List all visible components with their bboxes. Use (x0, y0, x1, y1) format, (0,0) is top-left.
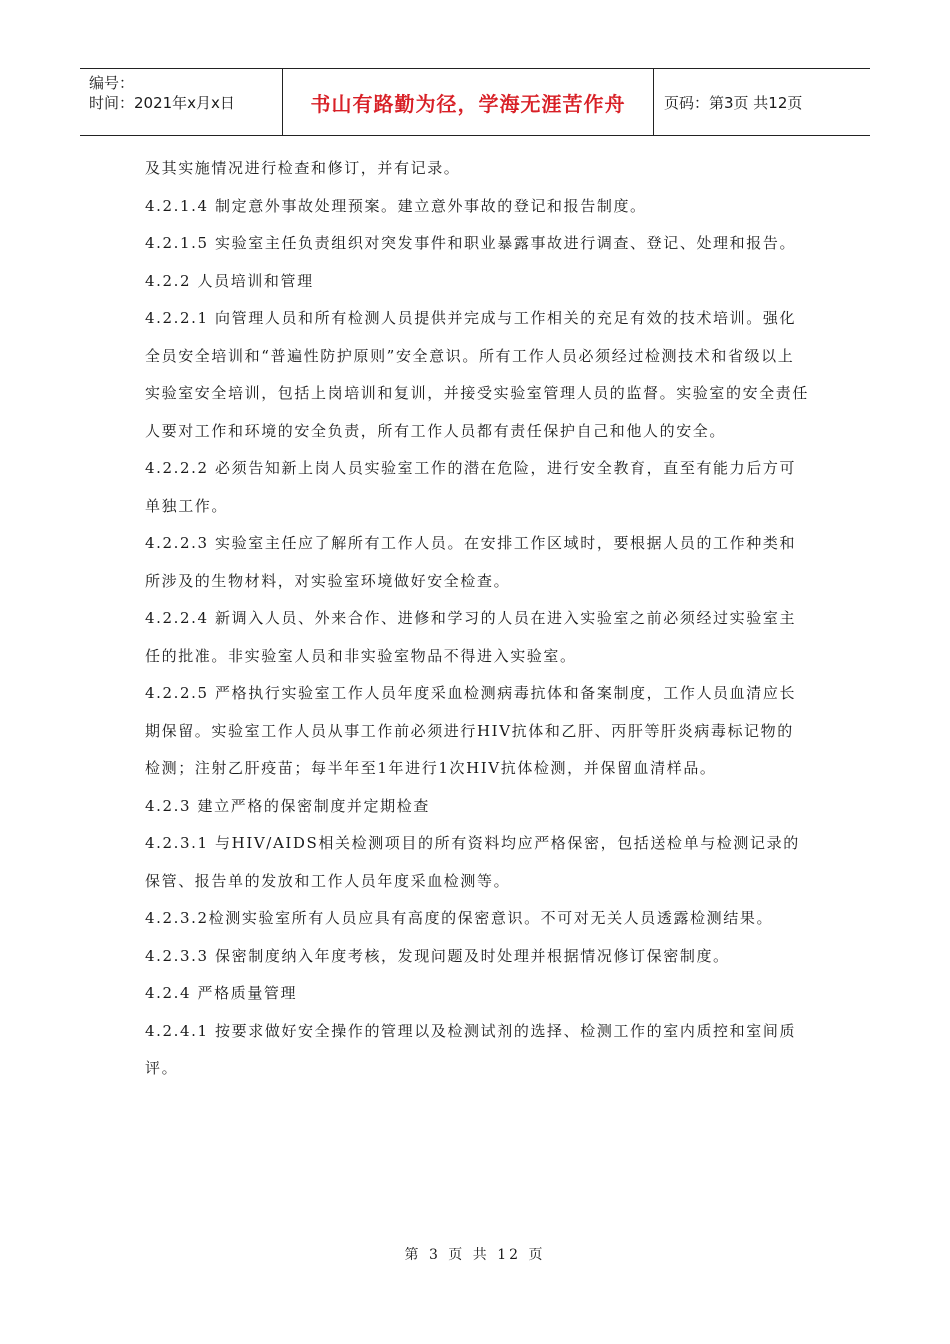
header-meta (80, 69, 282, 135)
paragraph: 4.2.4.1 按要求做好安全操作的管理以及检测试剂的选择、检测工作的室内质控和室间质评。 (145, 1021, 797, 1077)
page-footer: 第 3 页 共 12 页 (404, 1247, 546, 1263)
paragraph: 4.2.1.5 实验室主任负责组织对突发事件和职业暴露事故进行调查、登记、处理和报告。 (145, 234, 797, 252)
section-heading: 4.2.2 人员培训和管理 (145, 271, 314, 290)
paragraph: 4.2.2.1 向管理人员和所有检测人员提供并完成与工作相关的充足有效的技术培训。强化全员安全培训和“普遍性防护原则”安全意识。所有工作人员必须经过检测技术和省级以上实验室安全培训，包括上岗培训和复训，并接受实验室管理人员的监督。实验室的安全责任人要对工作和环境的安全负责，所有工作人员都有责任保护自己和他人的安全。 (145, 309, 810, 440)
paragraph: 4.2.3.1 与HIV/AIDS相关检测项目的所有资料均应严格保密，包括送检单与检测记录的保管、报告单的发放和工作人员年度采血检测等。 (145, 834, 800, 890)
section-heading: 4.2.3 建立严格的保密制度并定期检查 (145, 796, 430, 815)
header-page-info: 页码：第3页 共12页 (664, 93, 803, 112)
date-label: 时间：2021年x月x日 (89, 94, 235, 112)
paragraph: 4.2.2.5 严格执行实验室工作人员年度采血检测病毒抗体和备案制度，工作人员血清应长期保留。实验室工作人员从事工作前必须进行HIV抗体和乙肝、丙肝等肝炎病毒标记物的检测；注射乙肝疫苗；每半年至1年进行1次HIV抗体检测，并保留血清样品。 (145, 684, 797, 777)
serial-label: 编号： (89, 74, 135, 92)
paragraph: 4.2.2.3 实验室主任应了解所有工作人员。在安排工作区域时，要根据人员的工作种类和所涉及的生物材料，对实验室环境做好安全检查。 (145, 534, 797, 590)
header-motto: 书山有路勤为径，学海无涯苦作舟 (310, 91, 626, 116)
section-heading: 4.2.4 严格质量管理 (145, 984, 298, 1002)
header-motto-cell (282, 69, 654, 135)
paragraph: 4.2.2.2 必须告知新上岗人员实验室工作的潜在危险，进行安全教育，直至有能力后方可单独工作。 (145, 459, 797, 515)
document-body (145, 150, 810, 1088)
paragraph: 4.2.3.3 保密制度纳入年度考核，发现问题及时处理并根据情况修订保密制度。 (145, 946, 730, 965)
paragraph: 4.2.3.2检测实验室所有人员应具有高度的保密意识。不可对无关人员透露检测结果。 (145, 909, 774, 927)
paragraph: 4.2.2.4 新调入人员、外来合作、进修和学习的人员在进入实验室之前必须经过实验室主任的批准。非实验室人员和非实验室物品不得进入实验室。 (145, 609, 797, 665)
page-header (80, 68, 870, 136)
paragraph: 及其实施情况进行检查和修订，并有记录。 (145, 159, 461, 177)
paragraph: 4.2.1.4 制定意外事故处理预案。建立意外事故的登记和报告制度。 (145, 196, 647, 215)
